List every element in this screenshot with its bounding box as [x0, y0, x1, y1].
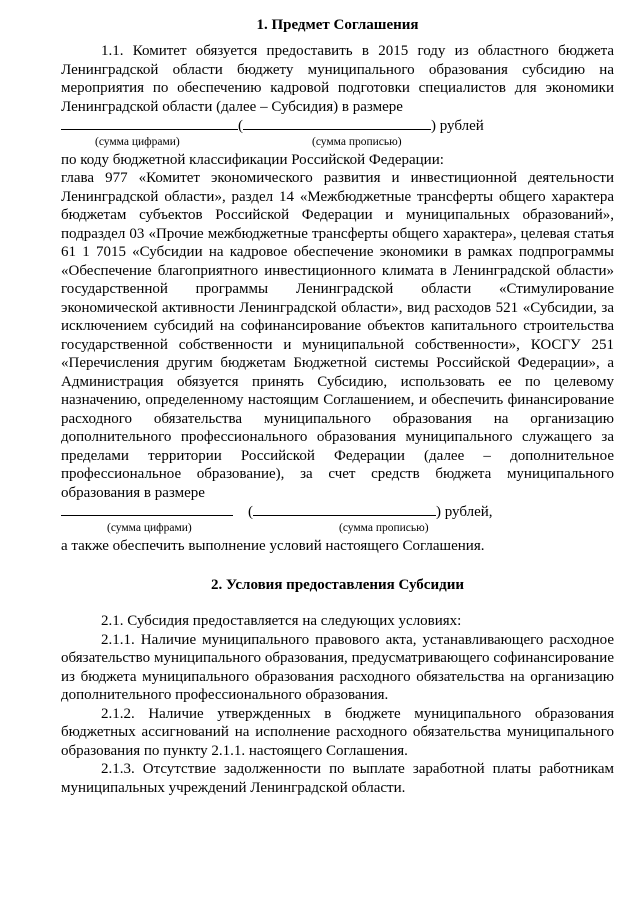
- amount-digits-blank-1[interactable]: [61, 116, 238, 130]
- kbk-line: по коду бюджетной классификации Российской Федерации:: [61, 151, 444, 168]
- hint-digits-2: (сумма цифрами): [107, 521, 192, 534]
- clause-1-1-main: глава 977 «Комитет экономического развития и инвестиционной деятельности Ленинградской области», раздел 14 «Межбюджетные трансферты общего характера бюджетам субъектов Российской Федерации и муниципальных образований», подраздел 03 «Прочие межбюджетные трансферты общего характера», целевая статья 61 1 7015 «Субсидии на кадровое обеспечение экономики в рамках подпрограммы «Обеспечение благоприятного инвестиционного климата в Ленинградской области» государственной программы Ленинградской области «Стимулирование экономической активности Ленинградской области», вид расходов 521 «Субсидии, за исключением субсидий на софинансирование объектов капитального строительства государственной собственности и муниципальной собственности», КОСГУ 251 «Перечисления другим бюджетам Бюджетной системы Российской Федерации», а Администрация обязуется принять Субсидию, использовать ее по целевому назначению, определенному настоящим Соглашением, и обеспечить финансирование расходного обязательства муниципального образования на организацию дополнительного профессионального образования муниципального служащего за пределами территории Российской Федерации (далее – дополнительное профессиональное образование), за счет средств бюджета муниципального образования в размере: [61, 170, 614, 501]
- amount-hints-2: [61, 521, 614, 537]
- clause-2-1: 2.1. Субсидия предоставляется на следующих условиях:: [101, 613, 462, 629]
- amount-close-2: ) рублей,: [436, 504, 493, 520]
- clause-2-1-3: 2.1.3. Отсутствие задолженности по выплате заработной платы работникам муниципальных учреждений Ленинградской области.: [61, 761, 614, 796]
- amount-words-blank-2[interactable]: [253, 502, 436, 516]
- amount-hints-1: [61, 135, 614, 151]
- section-2-title: 2. Условия предоставления Субсидии: [210, 577, 464, 593]
- clause-2-1-1: 2.1.1. Наличие муниципального правового акта, устанавливающего расходное обязательство муниципального образования, предусматривающего софинансирование из бюджета муниципального образования расходного обязательства на организацию дополнительного профессионального образования.: [61, 631, 614, 703]
- amount-fill-line-1: [61, 116, 614, 135]
- clause-1-1: 1.1. Комитет обязуется предоставить в 2015 году из областного бюджета Ленинградской области бюджету муниципального образования субсидию на мероприятия по обеспечению кадровой подготовки специалистов для экономики Ленинградской области (далее – Субсидия) в размере: [61, 43, 614, 115]
- amount-words-blank-1[interactable]: [243, 116, 431, 130]
- clause-1-1-end: а также обеспечить выполнение условий настоящего Соглашения.: [61, 537, 485, 554]
- section-1-title: 1. Предмет Соглашения: [256, 17, 419, 33]
- hint-words-2: (сумма прописью): [339, 521, 429, 534]
- clause-2-1-2: 2.1.2. Наличие утвержденных в бюджете муниципального образования бюджетных ассигнований на исполнение расходного обязательства муниципального образования по пункту 2.1.1. настоящего Соглашения.: [61, 705, 614, 759]
- amount-open-paren-2: (: [248, 504, 253, 520]
- amount-fill-line-2: [61, 502, 614, 521]
- amount-open-paren-1: (: [238, 118, 243, 134]
- amount-close-1: ) рублей: [431, 118, 484, 134]
- hint-words-1: (сумма прописью): [312, 135, 402, 148]
- hint-digits-1: (сумма цифрами): [95, 135, 180, 148]
- amount-digits-blank-2[interactable]: [61, 502, 233, 516]
